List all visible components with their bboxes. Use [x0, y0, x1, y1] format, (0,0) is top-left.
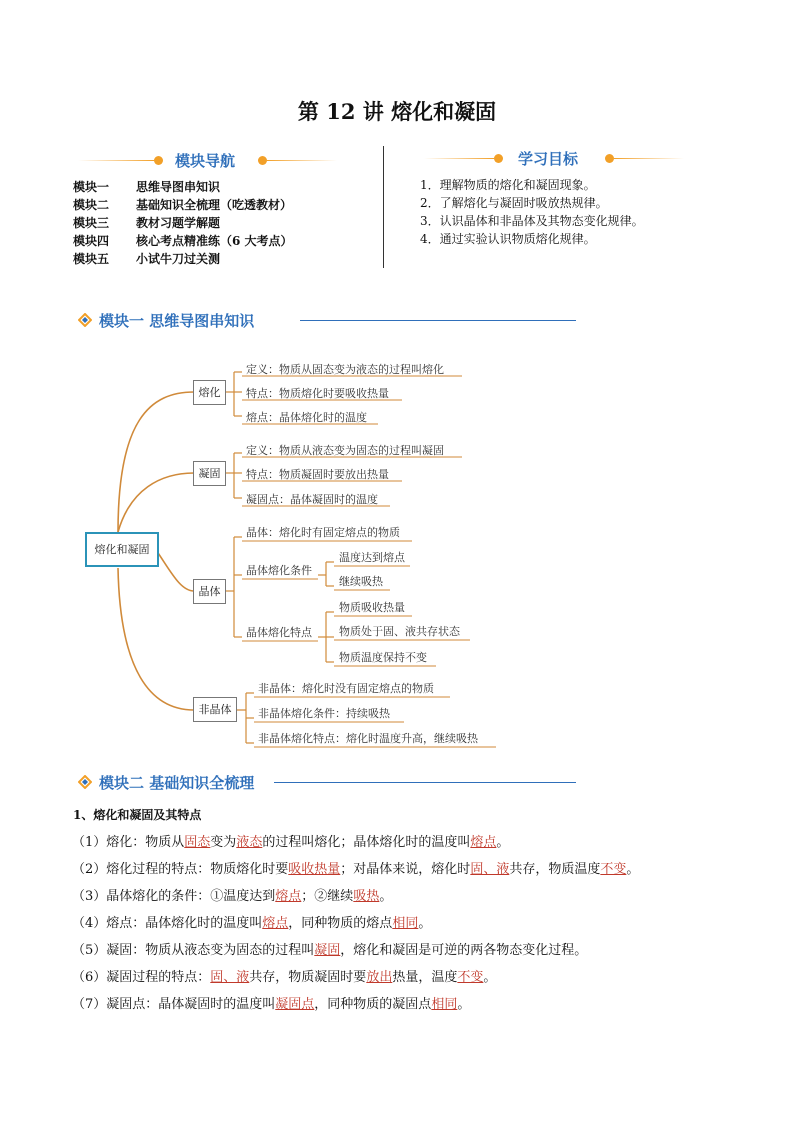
mindmap-branch-melting: 熔化 — [193, 380, 226, 405]
mindmap-branch-crystal: 晶体 — [193, 579, 226, 604]
goal-list — [420, 176, 644, 248]
dot-icon — [494, 154, 503, 163]
mindmap-leaf: 定义：物质从固态变为液态的过程叫熔化 — [246, 363, 444, 376]
nav-right-line-r — [614, 158, 684, 159]
section-title: 模块二 基础知识全梳理 — [99, 774, 255, 792]
page-title: 第 12 讲 熔化和凝固 — [297, 99, 497, 124]
goal-item: 4．通过实验认识物质熔化规律。 — [420, 232, 596, 246]
mindmap-leaf: 物质吸收热量 — [339, 601, 405, 614]
dot-icon — [154, 156, 163, 165]
mindmap-leaf: 特点：物质凝固时要放出热量 — [246, 468, 389, 481]
nav-left-line — [78, 160, 154, 161]
module-list — [73, 178, 293, 268]
mindmap-leaf: 物质处于固、液共存状态 — [339, 625, 460, 638]
knowledge-paragraph: （1）熔化：物质从固态变为液态的过程叫熔化；晶体熔化时的温度叫熔点。 — [72, 835, 510, 850]
mindmap-branch-solidifying: 凝固 — [193, 461, 226, 486]
mindmap-leaf: 非晶体熔化条件：持续吸热 — [258, 707, 390, 720]
nav-left-title: 模块导航 — [175, 152, 236, 170]
mindmap-leaf: 继续吸热 — [339, 575, 383, 588]
module-row: 模块二 基础知识全梳理（吃透教材） — [73, 198, 293, 212]
mindmap-leaf: 物质温度保持不变 — [339, 651, 427, 664]
mindmap-leaf: 晶体熔化条件 — [246, 564, 312, 577]
mindmap-leaf: 非晶体熔化特点：熔化时温度升高，继续吸热 — [258, 732, 478, 745]
module-row: 模块三 教材习题学解题 — [73, 216, 221, 230]
goal-item: 1．理解物质的熔化和凝固现象。 — [420, 178, 596, 192]
module-row: 模块四 核心考点精准练（6 大考点） — [73, 234, 293, 248]
section-rule — [274, 782, 576, 783]
module-row: 模块一 思维导图串知识 — [73, 180, 221, 194]
mindmap-leaf: 特点：物质熔化时要吸收热量 — [246, 387, 389, 400]
mindmap-branch-noncrystal: 非晶体 — [193, 697, 237, 722]
diamond-icon — [78, 313, 92, 327]
column-divider — [383, 146, 384, 268]
mindmap-root: 熔化和凝固 — [85, 532, 159, 567]
module-row: 模块五 小试牛刀过关测 — [73, 252, 221, 266]
goal-item: 3．认识晶体和非晶体及其物态变化规律。 — [420, 214, 644, 228]
mindmap-leaf: 晶体：熔化时有固定熔点的物质 — [246, 526, 400, 539]
knowledge-paragraph: （4）熔点：晶体熔化时的温度叫熔点，同种物质的熔点相同。 — [72, 916, 432, 931]
dot-icon — [258, 156, 267, 165]
mindmap-leaf: 定义：物质从液态变为固态的过程叫凝固 — [246, 444, 444, 457]
goal-item: 2．了解熔化与凝固时吸放热规律。 — [420, 196, 608, 210]
knowledge-subtitle: 1、熔化和凝固及其特点 — [73, 808, 202, 822]
knowledge-paragraph: （2）熔化过程的特点：物质熔化时要吸收热量；对晶体来说，熔化时固、液共存，物质温度不变。 — [72, 862, 640, 877]
dot-icon — [605, 154, 614, 163]
diamond-icon — [78, 775, 92, 789]
knowledge-paragraph: （6）凝固过程的特点：固、液共存，物质凝固时要放出热量，温度不变。 — [72, 970, 497, 985]
nav-left-line-r — [267, 160, 337, 161]
section-rule — [300, 320, 576, 321]
nav-right-line — [424, 158, 494, 159]
section-title: 模块一 思维导图串知识 — [99, 312, 255, 330]
mindmap-leaf: 凝固点：晶体凝固时的温度 — [246, 493, 378, 506]
mindmap-leaf: 温度达到熔点 — [339, 551, 405, 564]
knowledge-paragraph: （7）凝固点：晶体凝固时的温度叫凝固点，同种物质的凝固点相同。 — [72, 997, 471, 1012]
knowledge-paragraph: （3）晶体熔化的条件：①温度达到熔点；②继续吸热。 — [72, 889, 393, 904]
mindmap-leaf: 晶体熔化特点 — [246, 626, 312, 639]
mindmap-leaf: 非晶体：熔化时没有固定熔点的物质 — [258, 682, 434, 695]
nav-right-title: 学习目标 — [518, 150, 579, 168]
mindmap-leaf: 熔点：晶体熔化时的温度 — [246, 411, 367, 424]
knowledge-paragraph: （5）凝固：物质从液态变为固态的过程叫凝固，熔化和凝固是可逆的两各物态变化过程。 — [72, 943, 588, 958]
